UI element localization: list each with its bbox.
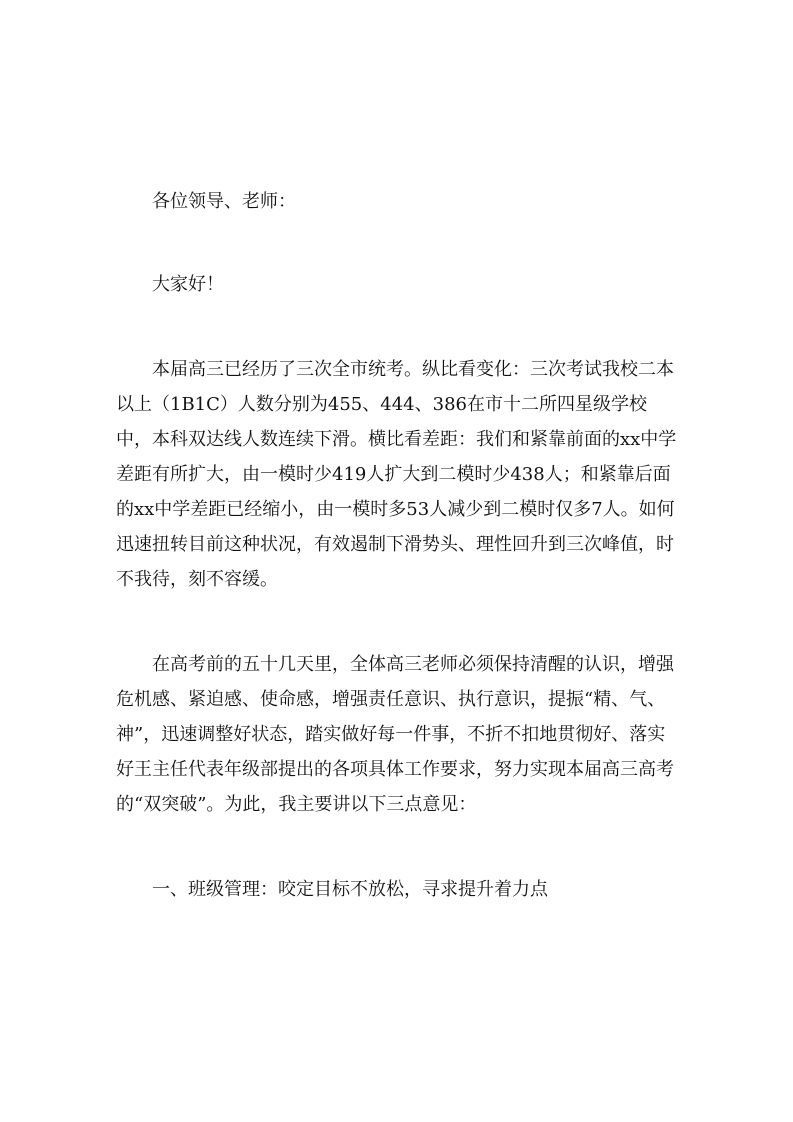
section-heading-class-management: 一、班级管理：咬定目标不放松，寻求提升着力点	[152, 879, 548, 900]
paragraph-requirements: 在高考前的五十几天里，全体高三老师必须保持清醒的认识，增强危机感、紧迫感、使命感，增强责任意识、执行意识，提振“精、气、神”，迅速调整好状态，踏实做好每一件事，不折不扣地贯彻好、落实好王主任代表年级部提出的各项具体工作要求，努力实现本届高三高考的“双突破”。为此，我主要讲以下三点意见：	[116, 654, 674, 815]
greeting: 大家好！	[152, 274, 224, 295]
salutation: 各位领导、老师：	[152, 191, 296, 212]
paragraph-exam-results: 本届高三已经历了三次全市统考。纵比看变化：三次考试我校二本以上（1B1C）人数分别为455、444、386在市十二所四星级学校中，本科双达线人数连续下滑。横比看差距：我们和紧靠前面的xx中学差距有所扩大，由一模时少419人扩大到二模时少438人；和紧靠后面的xx中学差距已经缩小，由一模时多53人减少到二模时仅多7人。如何迅速扭转目前这种状况，有效遏制下滑势头、理性回升到三次峰值，时不我待，刻不容缓。	[116, 359, 677, 590]
document-body	[116, 184, 681, 907]
